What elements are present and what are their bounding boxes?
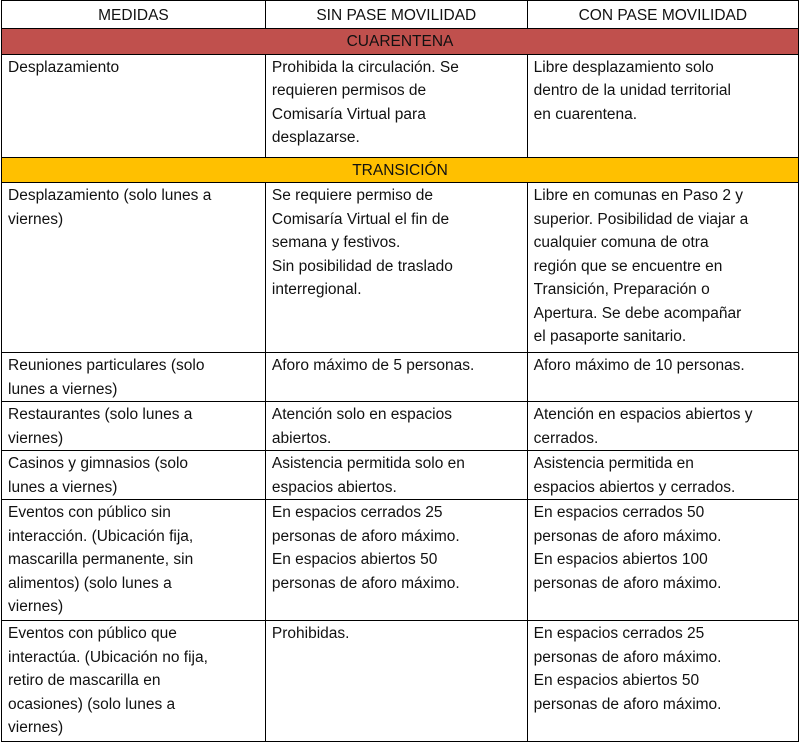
table-row: [2, 500, 799, 621]
sin-pase-cell: Se requiere permiso de Comisaría Virtual el fin de semana y festivos. Sin posibilidad de traslado interregional.: [265, 183, 527, 353]
con-pase-cell: Aforo máximo de 10 personas.: [527, 353, 798, 402]
section-band-cuarentena: [2, 29, 799, 55]
header-row: [2, 1, 799, 29]
con-pase-cell: Libre desplazamiento solo dentro de la unidad territorial en cuarentena.: [527, 54, 798, 157]
section-title-transicion: TRANSICIÓN: [2, 157, 799, 183]
sin-pase-cell: Prohibidas.: [265, 621, 527, 742]
medida-cell: Desplazamiento (solo lunes a viernes): [2, 183, 266, 353]
header-con-pase: CON PASE MOVILIDAD: [527, 1, 798, 29]
sin-pase-cell: Prohibida la circulación. Se requieren permisos de Comisaría Virtual para desplazarse.: [265, 54, 527, 157]
sin-pase-cell: En espacios cerrados 25 personas de aforo máximo. En espacios abiertos 50 personas de aforo máximo.: [265, 500, 527, 621]
con-pase-cell: Asistencia permitida en espacios abiertos y cerrados.: [527, 451, 798, 500]
section-title-cuarentena: CUARENTENA: [2, 29, 799, 55]
table-row: [2, 353, 799, 402]
sin-pase-cell: Asistencia permitida solo en espacios abiertos.: [265, 451, 527, 500]
medida-cell: Reuniones particulares (solo lunes a viernes): [2, 353, 266, 402]
medida-cell: Restaurantes (solo lunes a viernes): [2, 402, 266, 451]
table-row: [2, 402, 799, 451]
con-pase-cell: Atención en espacios abiertos y cerrados.: [527, 402, 798, 451]
header-medidas: MEDIDAS: [2, 1, 266, 29]
sin-pase-cell: Atención solo en espacios abiertos.: [265, 402, 527, 451]
sin-pase-cell: Aforo máximo de 5 personas.: [265, 353, 527, 402]
con-pase-cell: Libre en comunas en Paso 2 y superior. Posibilidad de viajar a cualquier comuna de otra región que se encuentre en Transición, Preparación o Apertura. Se debe acompañar el pasaporte sanitario.: [527, 183, 798, 353]
table-row: [2, 54, 799, 157]
section-band-transicion: [2, 157, 799, 183]
medida-cell: Desplazamiento: [2, 54, 266, 157]
medida-cell: Eventos con público sin interacción. (Ubicación fija, mascarilla permanente, sin alimentos) (solo lunes a viernes): [2, 500, 266, 621]
medida-cell: Eventos con público que interactúa. (Ubicación no fija, retiro de mascarilla en ocasiones) (solo lunes a viernes): [2, 621, 266, 742]
con-pase-cell: En espacios cerrados 25 personas de aforo máximo. En espacios abiertos 50 personas de aforo máximo.: [527, 621, 798, 742]
table-row: [2, 183, 799, 353]
header-sin-pase: SIN PASE MOVILIDAD: [265, 1, 527, 29]
medida-cell: Casinos y gimnasios (solo lunes a viernes): [2, 451, 266, 500]
con-pase-cell: En espacios cerrados 50 personas de aforo máximo. En espacios abiertos 100 personas de aforo máximo.: [527, 500, 798, 621]
table-row: [2, 621, 799, 742]
table-row: [2, 451, 799, 500]
measures-table: [1, 0, 799, 742]
